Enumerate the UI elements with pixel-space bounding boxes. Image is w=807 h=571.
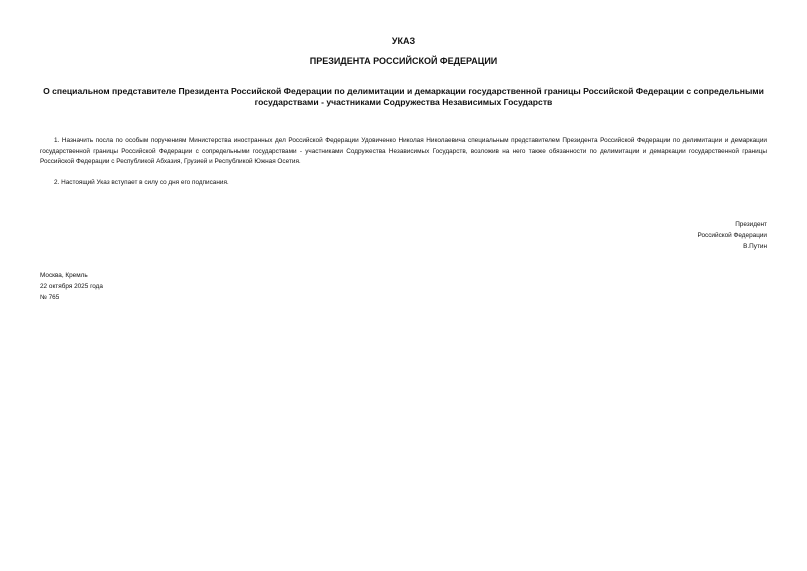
document-title: УКАЗ [391, 36, 416, 46]
document-subject: О специальном представителе Президента Российской Федерации по делимитации и демаркации государственной границы Российской Федерации с сопредельными государствами - участниками Содружества Независимых Государств [43, 86, 764, 107]
signature-position: Президент [735, 221, 767, 228]
signature-block [698, 219, 768, 252]
document-number: № 765 [40, 294, 60, 301]
signature-name: В.Путин [743, 243, 767, 250]
document-issuer: ПРЕЗИДЕНТА РОССИЙСКОЙ ФЕДЕРАЦИИ [309, 56, 498, 66]
paragraph-1: 1. Назначить посла по особым поручениям Министерства иностранных дел Российской Федерации Удовиченко Николая Николаевича специальным представителем Президента Российской Федерации по делимитации и демаркации государственной границы Российской Федерации с сопредельными государствами - участниками Содружества Независимых Государств, возложив на него также обязанности по делимитации и демаркации государственной границы Российской Федерации с Республикой Абхазия, Грузией и Республикой Южная Осетия. [40, 137, 767, 165]
signing-date: 22 октября 2025 года [40, 283, 103, 290]
paragraph-2: 2. Настоящий Указ вступает в силу со дня его подписания. [54, 179, 229, 186]
signing-place: Москва, Кремль [40, 272, 88, 279]
place-date-block [40, 270, 103, 303]
signature-position-country: Российской Федерации [697, 232, 767, 239]
